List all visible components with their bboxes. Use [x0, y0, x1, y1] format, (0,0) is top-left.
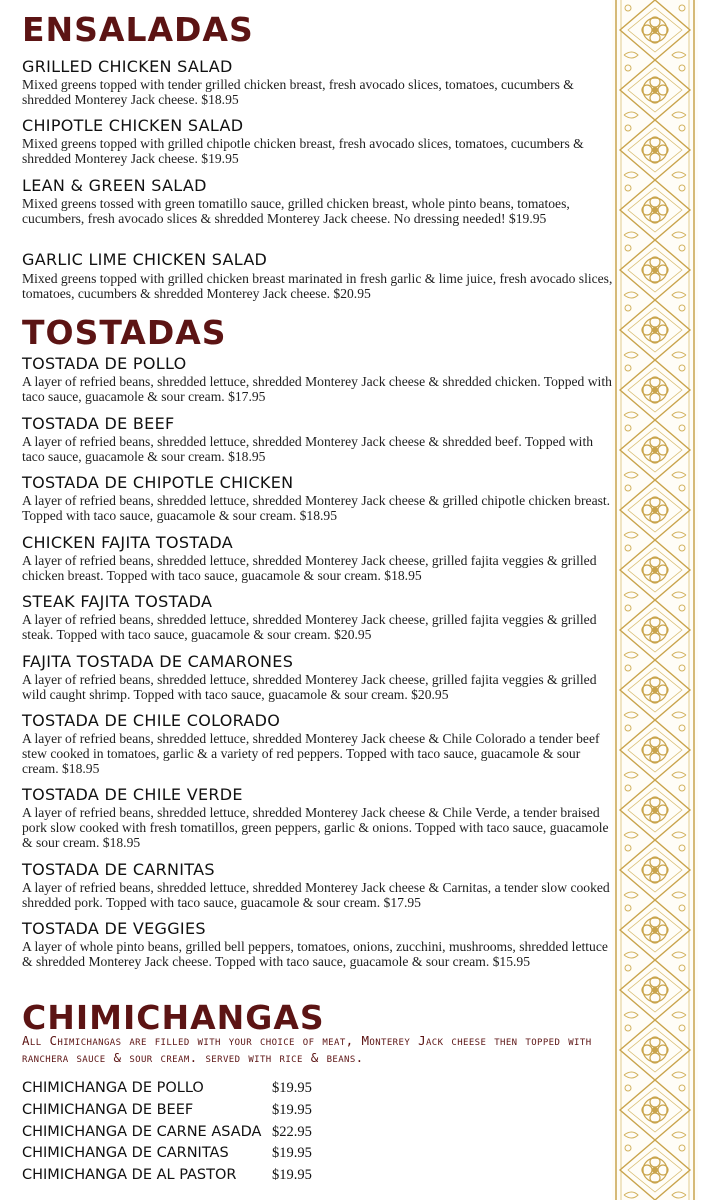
item-description: A layer of refried beans, shredded lettuce, shredded Monterey Jack cheese & Carnitas, a tender slow cooked shredded pork. Topped with taco sauce, guacamole & sour cream. $17.95: [22, 880, 610, 910]
item-description: Mixed greens topped with grilled chicken breast marinated in fresh garlic & lime juice, fresh avocado slices, tomatoes, cucumbers & shredded Monterey Jack cheese. $20.95: [22, 271, 613, 301]
item-description: A layer of refried beans, shredded lettuce, shredded Monterey Jack cheese, grilled fajita veggies & grilled wild caught shrimp. Topped with taco sauce, guacamole & sour cream. $20.95: [22, 672, 597, 702]
list-item: [22, 1167, 342, 1188]
section-title-chimichangas: CHIMICHANGAS: [22, 998, 325, 1037]
item-name: FAJITA TOSTADA DE CAMARONES: [22, 652, 294, 671]
section-title-tostadas: TOSTADAS: [22, 313, 227, 352]
item-name: CHIMICHANGA DE CARNITAS: [22, 1145, 229, 1161]
item-name: CHICKEN FAJITA TOSTADA: [22, 533, 234, 552]
ornamental-border: [612, 0, 698, 1200]
item-name: TOSTADA DE BEEF: [22, 414, 175, 433]
item-name: TOSTADA DE CHILE COLORADO: [22, 711, 281, 730]
item-description: A layer of refried beans, shredded lettuce, shredded Monterey Jack cheese & shredded beef. Topped with taco sauce, guacamole & sour cream. $18.95: [22, 434, 594, 464]
item-name: GARLIC LIME CHICKEN SALAD: [22, 250, 268, 269]
list-item: [22, 1124, 342, 1145]
item-name: STEAK FAJITA TOSTADA: [22, 592, 213, 611]
item-name: TOSTADA DE CHILE VERDE: [22, 785, 243, 804]
item-description: A layer of refried beans, shredded lettuce, shredded Monterey Jack cheese & shredded chicken. Topped with taco sauce, guacamole & sour cream. $17.95: [22, 374, 612, 404]
item-name: CHIPOTLE CHICKEN SALAD: [22, 116, 244, 135]
item-price: $22.95: [272, 1124, 312, 1140]
item-description: A layer of refried beans, shredded lettuce, shredded Monterey Jack cheese, grilled fajita veggies & grilled chicken breast. Topped with taco sauce, guacamole & sour cream. $18.95: [22, 553, 597, 583]
item-description: Mixed greens topped with tender grilled chicken breast, fresh avocado slices, tomatoes, cucumbers & shredded Monterey Jack cheese. $18.95: [22, 77, 574, 107]
item-price: $19.95: [272, 1080, 312, 1096]
item-name: TOSTADA DE POLLO: [22, 354, 187, 373]
item-name: TOSTADA DE CARNITAS: [22, 860, 215, 879]
chimichanga-intro: All Chimichangas are filled with your choice of meat, Monterey Jack cheese then topped with ranchera sauce & sour cream. served with rice & beans.: [22, 1033, 592, 1065]
item-description: Mixed greens tossed with green tomatillo sauce, grilled chicken breast, whole pinto beans, tomatoes, cucumbers, fresh avocado slices & shredded Monterey Jack cheese. No dressing needed! $19.95: [22, 196, 570, 226]
item-price: $19.95: [272, 1167, 312, 1183]
item-description: A layer of refried beans, shredded lettuce, shredded Monterey Jack cheese, grilled fajita veggies & grilled steak. Topped with taco sauce, guacamole & sour cream. $20.95: [22, 612, 597, 642]
item-name: GRILLED CHICKEN SALAD: [22, 57, 233, 76]
section-title-ensaladas: ENSALADAS: [22, 10, 254, 49]
item-description: A layer of refried beans, shredded lettuce, shredded Monterey Jack cheese & Chile Colorado a tender beef stew cooked in tomatoes, garlic & a variety of red peppers. Topped with taco sauce, guacamole & sour cream. $18.95: [22, 731, 600, 776]
item-name: CHIMICHANGA DE CARNE ASADA: [22, 1124, 262, 1140]
item-name: TOSTADA DE CHIPOTLE CHICKEN: [22, 473, 294, 492]
item-description: A layer of refried beans, shredded lettuce, shredded Monterey Jack cheese & Chile Verde, a tender braised pork slow cooked with fresh tomatillos, green peppers, garlic & onions. Topped with taco sauce, guacamole & sour cream. $18.95: [22, 805, 609, 850]
item-price: $19.95: [272, 1145, 312, 1161]
list-item: [22, 1102, 342, 1123]
item-description: A layer of whole pinto beans, grilled bell peppers, tomatoes, onions, zucchini, mushrooms, shredded lettuce & shredded Monterey Jack cheese. Topped with taco sauce, guacamole & sour cream. $15.95: [22, 939, 608, 969]
item-name: CHIMICHANGA DE BEEF: [22, 1102, 194, 1118]
list-item: [22, 1080, 342, 1101]
item-price: $19.95: [272, 1102, 312, 1118]
item-name: TOSTADA DE VEGGIES: [22, 919, 206, 938]
item-description: A layer of refried beans, shredded lettuce, shredded Monterey Jack cheese & grilled chipotle chicken breast. Topped with taco sauce, guacamole & sour cream. $18.95: [22, 493, 611, 523]
item-name: CHIMICHANGA DE POLLO: [22, 1080, 204, 1096]
item-name: LEAN & GREEN SALAD: [22, 176, 207, 195]
list-item: [22, 1145, 342, 1166]
item-name: CHIMICHANGA DE AL PASTOR: [22, 1167, 237, 1183]
item-description: Mixed greens topped with grilled chipotle chicken breast, fresh avocado slices, tomatoes, cucumbers & shredded Monterey Jack cheese. $19.95: [22, 136, 584, 166]
ornamental-gold-border-icon: [612, 0, 698, 1200]
